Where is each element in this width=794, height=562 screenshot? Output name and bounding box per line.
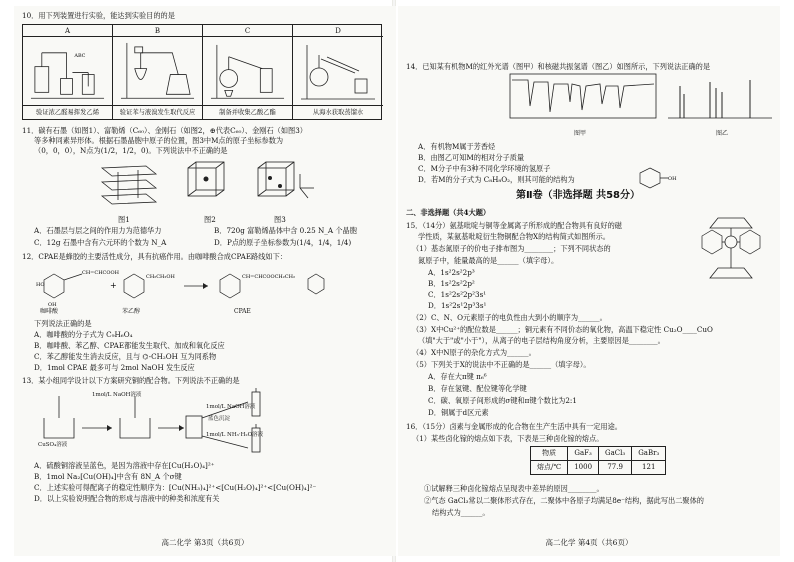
q11-fig1-label: 图1 [118,215,130,224]
q14-option-d: D．若M的分子式为 C₈H₈O₂，则其可能的结构为 [418,175,575,184]
svg-text:CH=CHCOOH: CH=CHCOOH [82,270,119,276]
q16-part-b-cont: 结构式为______。 [432,508,490,517]
q13-label-cuso4: CuSO₄溶液 [38,442,68,448]
q14-option-d-structure [634,166,682,190]
q12-intro: 下列说法正确的是 [34,319,92,328]
q15-x-option-d: D．铜属于d区元素 [428,408,489,417]
q14-nmr-spectrum [666,72,774,128]
table-cell: 1000 [568,460,599,474]
q10-col-b-letter: B [113,25,202,37]
q14-ir-spectrum [508,72,658,128]
q12-option-b: B．咖啡酸、苯乙醇、CPAE都能发生取代、加成和氧化反应 [34,341,225,350]
q11-crystal-figures [98,158,318,214]
q15-complex-x-structure [688,208,774,288]
page-3 [14,6,396,556]
q10-apparatus-a [27,39,108,104]
q15-line-4: 氮原子中，能量最高的是______（填字母）。 [418,256,559,265]
q10-col-d-letter: D [293,25,383,37]
q13-label-naoh-1: 1mol/L NaOH溶液 [92,392,142,398]
q13-option-d: D．以上实验说明配合物的形成与溶液中的种类和浓度有关 [34,494,220,503]
q11-fig3-label: 图3 [274,215,286,224]
q14-option-c: C．M分子中有3种不同化学环境的氢原子 [418,164,551,173]
q16-part-b: ②气态 GaCl₃常以二聚体形式存在，二聚体中各原子均满足8e⁻结构，据此写出二聚体的 [424,496,704,505]
table-row [531,460,666,474]
q14-option-b: B．由图乙可知M的相对分子质量 [418,153,525,162]
page-4-footer: 高二化学 第4页（共6页） [545,538,633,548]
svg-text:OH: OH [668,176,677,182]
q10-stem: 10．用下列装置进行实验，能达到实验目的的是 [22,11,175,20]
q15-line-1: 15．（14分）氨基吡啶与铜等金属离子所形成的配合物具有良好的磁 [406,221,622,230]
q15-state-option-d: D．1s²2s¹2p³3s¹ [428,301,487,310]
q15-x-option-c: C．碳、氧原子间形成的σ键和π键个数比为2:1 [428,396,577,405]
q13-option-b: B．1mol Na₂[Cu(OH)₄]中含有 8N_A 个σ键 [34,472,182,481]
svg-text:OH: OH [48,302,57,308]
q16-part-a: ①试解释三种卤化镓熔点呈现表中差异的原因________。 [424,484,604,493]
q10-col-a-letter: A [23,25,112,37]
q10-apparatus-b [117,39,198,104]
q16-sub1: （1）某些卤化镓的熔点如下表，下表是三种卤化镓的熔点。 [412,434,604,443]
q16-stem: 16．（15分）卤素与金属形成的化合物在生产生活中具有一定用途。 [406,422,622,431]
q10-col-d-caption: 从海水获取蒸馏水 [293,105,383,119]
q15-line-9: （5）下列关于X的说法中不正确的是______（填字母）。 [412,360,591,369]
q13-experiment-diagram [34,388,334,456]
svg-text:ABC: ABC [74,52,86,59]
q12-option-c: C．苯乙醇能发生消去反应，且与 ⌬-CH₂OH 互为同系物 [34,352,217,361]
q15-line-8: （4）X中N原子的杂化方式为______。 [412,348,536,357]
q13-label-naoh-2: 1mol/L NaOH溶液 [206,404,256,410]
q10-col-c-caption: 制备并收集乙酸乙酯 [203,105,292,119]
q12-label-phenylethanol: 苯乙醇 [122,308,141,315]
table-cell: GaBr₃ [632,447,666,461]
table-cell: 77.9 [599,460,632,474]
table-cell: 物质 [531,447,568,461]
q13-option-a: A．硫酸铜溶液呈蓝色，是因为溶液中存在[Cu(H₂O)₄]²⁺ [34,461,215,470]
q12-stem: 12．CPAE是蜂胶的主要活性成分，具有抗癌作用。由咖啡酸合成CPAE路线如下： [22,252,287,261]
table-cell: GaF₃ [568,447,599,461]
svg-text:+: + [110,281,117,290]
table-cell: GaCl₃ [599,447,632,461]
q15-line-7: （填"大于"或"小于"），从离子的电子层结构角度分析，主要原因是________。 [418,336,665,345]
q14-fig-b-label: 图乙 [716,130,729,137]
q13-stem: 13．某小组同学设计以下方案研究铜的配合物。下列说法不正确的是 [22,376,240,385]
q10-apparatus-d [297,39,379,105]
q15-x-option-b: B．存在氢键、配位键等化学键 [428,384,527,393]
q10-col-b [113,25,203,119]
q10-col-b-caption: 验证苯与液溴发生取代反应 [113,105,202,119]
diamond-cell-figure [258,162,314,198]
q14-stem: 14．已知某有机物M的红外光谱（图甲）和核磁共振氢谱（图乙）如图所示，下列说法正确的是 [406,62,711,71]
q11-option-d: D．P点的原子坐标参数为(1/4，1/4，1/4) [214,238,352,247]
q15-line-2: 学性质，某氨基吡啶衍生物铜配合物X的结构简式如图所示。 [418,232,610,241]
q10-col-a-caption: 验证浓乙醛易挥发乙烯 [23,105,112,119]
section-2-title: 第Ⅱ卷（非选择题 共58分） [516,190,640,201]
q10-col-c [203,25,293,119]
graphite-layers-figure [102,166,156,204]
q12-label-cpae: CPAE [234,308,251,315]
q12-label-caffeic-acid: 咖啡酸 [40,308,59,315]
q15-x-option-a: A．存在大π键 π₆⁶ [428,372,487,381]
table-cell: 121 [632,460,666,474]
page-4 [398,6,780,556]
q11-option-c: C．12g 石墨中含有六元环的个数为 N_A [34,238,167,247]
q11-fig2-label: 图2 [204,215,216,224]
q12-option-d: D．1mol CPAE 最多可与 2mol NaOH 发生反应 [34,363,195,372]
q11-option-b: B．720g 富勒烯晶体中含 0.25 N_A 个晶胞 [214,226,357,235]
q10-apparatus-table [22,24,382,120]
svg-text:HO: HO [36,282,45,288]
table-cell: 熔点/℃ [531,460,568,474]
svg-text:CH₂CH₂OH: CH₂CH₂OH [146,274,175,280]
q14-fig-a-label: 图甲 [574,130,587,137]
q10-col-c-letter: C [203,25,292,37]
q15-line-5: （2）C、N、O元素原子的电负性由大到小的顺序为______。 [412,313,607,322]
q16-melting-point-table [530,446,666,475]
q11-option-a: A．石墨层与层之间的作用力为范德华力 [34,226,162,235]
q15-state-option-c: C．1s²2s²2p²3s¹ [428,290,487,299]
q12-reaction-scheme [34,264,334,312]
table-header-row [531,447,666,461]
q15-state-option-b: B．1s²2s²2p² [428,279,475,288]
q13-label-nh3: 1mol/L NH₃·H₂O溶液 [206,432,264,438]
q10-col-d [293,25,383,119]
q11-line3: （0，0，0），N点为(1/2，1/2，0)。下列说法中不正确的是 [34,146,228,155]
q13-option-c: C．上述实验可得配离子的稳定性顺序为：[Cu(NH₃)₄]²⁺<[Cu(H₂O)₄]²⁺<[Cu(OH)₄]²⁻ [34,483,317,492]
q11-line2: 等多种同素异形体。根据石墨晶胞中原子的位置，图3中M点的原子坐标参数为 [34,136,284,145]
q15-line-3: （1）基态氮原子的价电子排布图为________；下列不同状态的 [412,244,611,253]
q10-apparatus-c [207,39,288,104]
q12-option-a: A．咖啡酸的分子式为 C₉H₆O₄ [34,330,133,339]
fullerene-cell-figure [188,162,224,196]
q13-label-blue-precipitate: 蓝色沉淀 [208,416,231,422]
q14-option-a: A．有机物M属于芳香烃 [418,142,496,151]
q11-line1: 11．碳有石墨（如图1）、富勒烯（C₆₀）、金刚石（如图2，⊕代表C₆₀）、金刚石（如图3） [22,126,307,135]
svg-text:CH=CHCOOCH₂CH₂: CH=CHCOOCH₂CH₂ [242,274,295,280]
page-3-footer: 高二化学 第3页（共6页） [161,538,249,548]
section-2-subtitle: 二、非选择题（共4大题） [406,208,491,217]
q15-line-6: （3）X中Cu²⁺的配位数是______；铜元素有不同价态的氧化物，高温下稳定性 Cu₂O____CuO [412,325,713,334]
q10-col-a [23,25,113,119]
q15-state-option-a: A．1s²2s²2p³ [428,268,475,277]
